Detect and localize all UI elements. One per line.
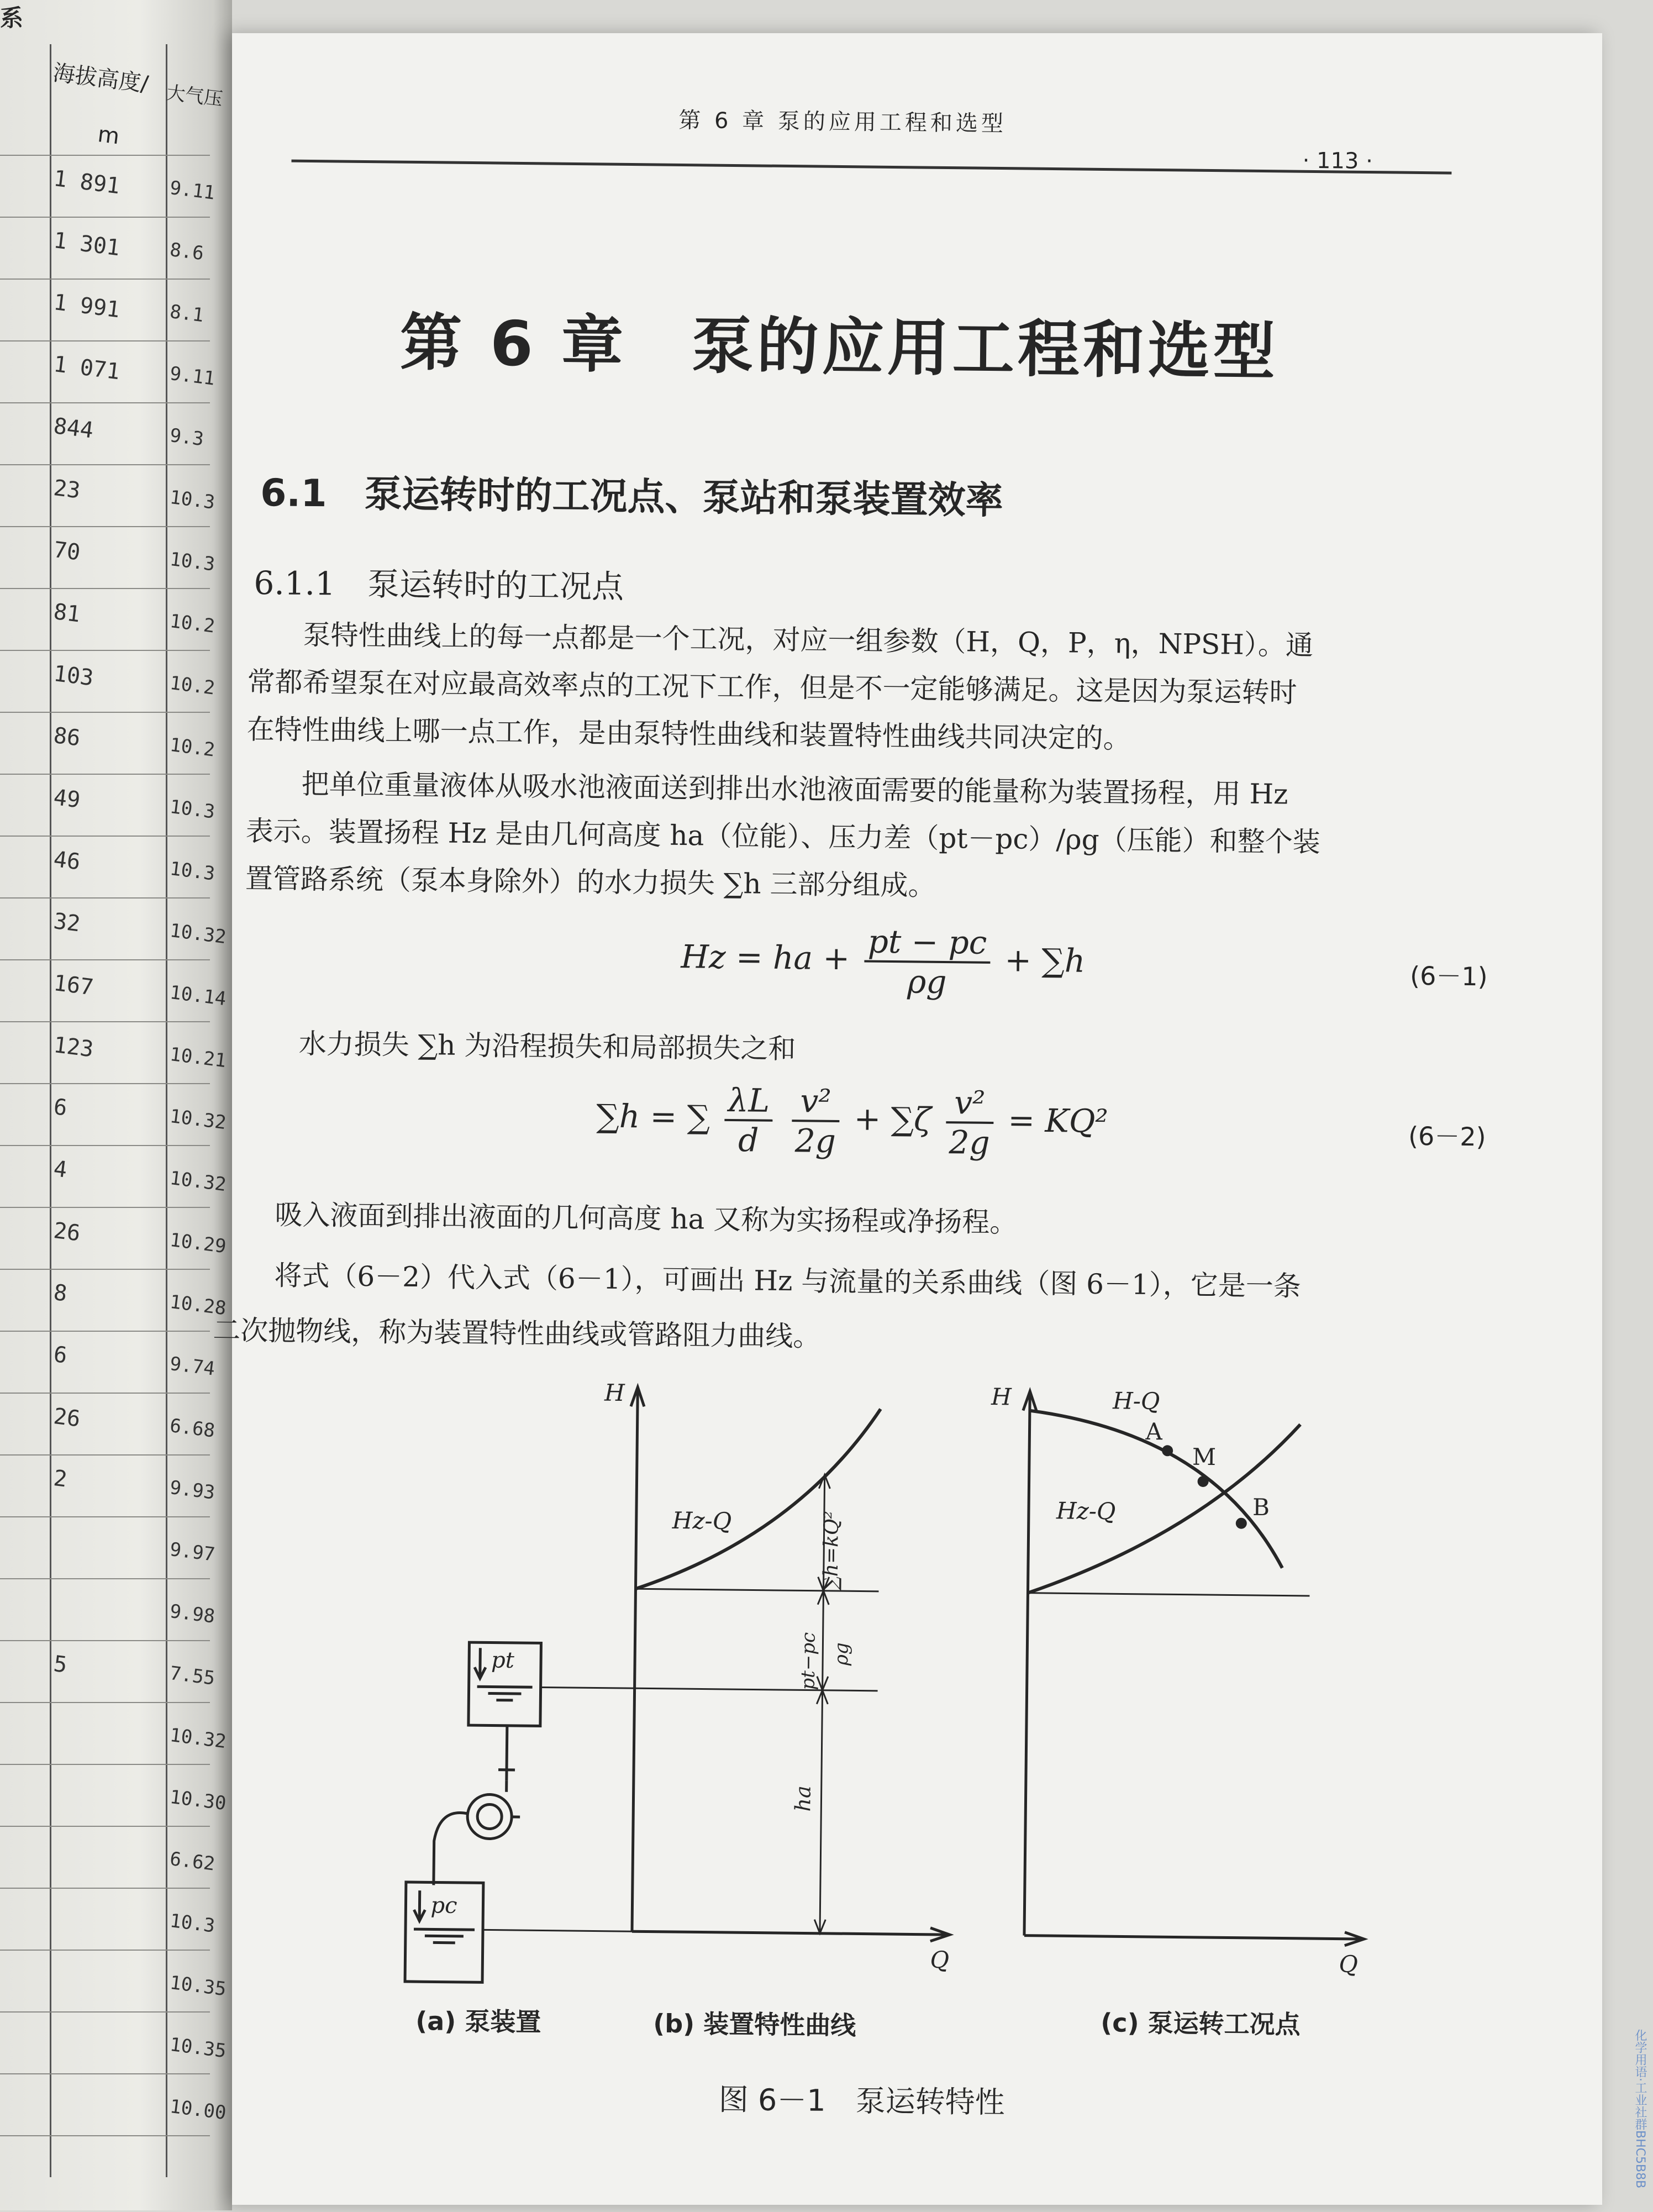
table-header-pressure: 大气压 xyxy=(165,77,224,111)
table-row xyxy=(0,1764,210,1765)
left-page-header: 系 xyxy=(0,0,23,33)
pump-casing xyxy=(467,1794,512,1839)
table-cell-altitude: 1 301 xyxy=(52,228,121,261)
table-row xyxy=(0,2011,210,2013)
fig-c-q-axis xyxy=(1024,1936,1361,1939)
lower-tank-water-line xyxy=(414,1929,475,1930)
table-header-altitude: 海拔高度/ xyxy=(51,55,150,98)
discharge-level-line xyxy=(541,1687,878,1690)
point-a-label: A xyxy=(1145,1418,1163,1445)
eq2-fraction-3 xyxy=(945,1084,993,1162)
equation-6-1-number: (6－1) xyxy=(1410,956,1488,993)
upper-tank-pressure-label: pt xyxy=(491,1648,515,1673)
table-cell-altitude: 46 xyxy=(52,847,81,875)
paragraph-2-line-2: 表示。装置扬程 Hz 是由几何高度 ha（位能）、压力差（pt－pc）/ρg（压能）和整个装 xyxy=(245,809,1320,860)
table-row xyxy=(0,588,210,589)
eq2-numerator-3: v² xyxy=(946,1084,994,1124)
caption-c: (c) 泵运转工况点 xyxy=(1101,2003,1301,2041)
upper-tank-water-line xyxy=(477,1686,533,1687)
point-m-label: M xyxy=(1192,1443,1217,1470)
table-cell-altitude: 49 xyxy=(52,785,81,813)
caption-a: (a) 泵装置 xyxy=(415,2001,541,2038)
fig-b-ha-label: ha xyxy=(791,1785,815,1812)
table-cell-pressure: 10.32 xyxy=(169,1167,227,1196)
equation-6-2 xyxy=(596,1080,1109,1163)
left-facing-page xyxy=(0,0,232,2210)
fig-c-q-label: Q xyxy=(1339,1951,1358,1978)
table-cell-pressure: 10.32 xyxy=(169,1105,227,1134)
table-row xyxy=(0,464,210,465)
eq2-denominator-1: d xyxy=(724,1121,773,1159)
table-cell-pressure: 10.30 xyxy=(169,1786,227,1815)
section-title: 6.1 泵运转时的工况点、泵站和泵装置效率 xyxy=(260,463,1003,524)
fig-b-h-axis xyxy=(632,1390,638,1931)
eq2-denominator-2: 2g xyxy=(791,1122,839,1160)
table-cell-altitude: 167 xyxy=(52,970,94,1000)
table-cell-altitude: 103 xyxy=(52,661,94,691)
table-row xyxy=(0,1950,210,1951)
table-cell-pressure: 10.3 xyxy=(169,796,216,823)
table-cell-pressure: 10.14 xyxy=(169,981,227,1010)
table-cell-altitude: 32 xyxy=(52,908,81,937)
table-cell-pressure: 6.68 xyxy=(169,1415,216,1442)
eq2-part-a: ∑h = ∑ xyxy=(596,1097,710,1136)
table-cell-altitude: 6 xyxy=(52,1342,69,1369)
fig-b-friction-label: ∑h=kQ² xyxy=(819,1511,843,1591)
eq2-part-b: + ∑ζ xyxy=(854,1100,931,1138)
table-row xyxy=(0,1888,210,1889)
table-cell-pressure: 10.3 xyxy=(169,548,216,576)
fig-b-q-label: Q xyxy=(930,1946,949,1973)
table-cell-pressure: 9.97 xyxy=(169,1538,216,1566)
table-cell-pressure: 10.21 xyxy=(169,1043,227,1072)
paragraph-1-line-2: 常都希望泵在对应最高效率点的工况下工作，但是不一定能够满足。这是因为泵运转时 xyxy=(247,660,1297,711)
table-row xyxy=(0,774,210,775)
table-cell-pressure: 10.28 xyxy=(169,1291,227,1320)
table-cell-pressure: 9.11 xyxy=(169,177,216,204)
table-row xyxy=(0,1640,210,1641)
table-cell-pressure: 10.32 xyxy=(169,1724,227,1753)
header-rule xyxy=(291,160,1451,175)
table-row xyxy=(0,217,210,218)
eq2-fraction-1 xyxy=(724,1081,773,1159)
table-row xyxy=(0,1145,210,1146)
paragraph-1-line-1: 泵特性曲线上的每一点都是一个工况，对应一组参数（H，Q，P，η，NPSH）。通 xyxy=(303,613,1313,663)
table-cell-pressure: 10.35 xyxy=(169,1972,227,2000)
fig-b-curve-label: Hz-Q xyxy=(672,1507,732,1535)
point-b-marker xyxy=(1236,1518,1247,1529)
table-cell-pressure: 9.11 xyxy=(169,362,216,390)
fig-b-h-label: H xyxy=(604,1379,626,1406)
figure-6-1 xyxy=(211,1352,1588,2074)
fig-c-h-label: H xyxy=(991,1383,1013,1410)
table-row xyxy=(0,1826,210,1827)
page-content xyxy=(209,26,1602,2212)
table-cell-pressure: 9.74 xyxy=(169,1353,216,1380)
fig-b-pressure-den: ρg xyxy=(830,1642,852,1666)
lower-pressure-arrow xyxy=(419,1890,420,1918)
table-column-line xyxy=(50,44,51,2177)
paragraph-1-line-3: 在特性曲线上哪一点工作，是由泵特性曲线和装置特性曲线共同决定的。 xyxy=(246,707,1131,756)
table-cell-altitude: 81 xyxy=(52,599,81,628)
table-cell-altitude: 70 xyxy=(52,537,81,566)
upper-pressure-arrow xyxy=(480,1648,481,1675)
fig-b-system-curve xyxy=(635,1406,880,1591)
table-cell-pressure: 10.3 xyxy=(169,858,216,885)
table-row xyxy=(0,1393,210,1394)
paragraph-4: 吸入液面到排出液面的几何高度 ha 又称为实扬程或净扬程。 xyxy=(275,1192,1017,1240)
eq2-numerator-2: v² xyxy=(792,1082,840,1122)
fig-b-pressure-num: pt−pc xyxy=(797,1632,820,1690)
eq2-part-c: = KQ² xyxy=(1008,1101,1108,1140)
chapter-title: 第 6 章 泵的应用工程和选型 xyxy=(399,293,1279,392)
paragraph-2-line-1: 把单位重量液体从吸水池液面送到排出水池液面需要的能量称为装置扬程，用 Hz xyxy=(301,762,1288,812)
table-cell-pressure: 10.2 xyxy=(169,672,216,700)
table-cell-pressure: 6.62 xyxy=(169,1848,216,1875)
table-row xyxy=(0,1021,210,1022)
eq1-numerator: pt − pc xyxy=(864,923,990,964)
table-cell-pressure: 9.93 xyxy=(169,1477,216,1504)
table-cell-pressure: 9.3 xyxy=(169,424,205,450)
eq2-denominator-3: 2g xyxy=(945,1123,993,1162)
table-row xyxy=(0,340,210,341)
table-cell-altitude: 26 xyxy=(52,1404,81,1432)
table-row xyxy=(0,279,210,280)
table-cell-pressure: 8.6 xyxy=(169,239,205,265)
page-number: · 113 · xyxy=(1302,148,1373,174)
book-page xyxy=(232,33,1602,2205)
eq2-numerator-1: λL xyxy=(724,1081,773,1122)
table-row xyxy=(0,1578,210,1579)
table-cell-altitude: 123 xyxy=(52,1032,94,1062)
table-cell-altitude: 5 xyxy=(52,1651,69,1678)
table-row xyxy=(0,897,210,899)
table-row xyxy=(0,155,210,156)
table-cell-pressure: 10.2 xyxy=(169,610,216,638)
table-column-line xyxy=(166,44,167,2177)
table-row xyxy=(0,1269,210,1270)
table-cell-altitude: 6 xyxy=(52,1094,69,1121)
table-cell-pressure: 9.98 xyxy=(169,1600,216,1628)
eq1-lhs: Hz = ha + xyxy=(681,938,850,977)
table-cell-pressure: 7.55 xyxy=(169,1662,216,1690)
table-cell-altitude: 1 991 xyxy=(52,290,121,323)
figure-title: 图 6－1 泵运转特性 xyxy=(718,2076,1005,2121)
subsection-title: 6.1.1 泵运转时的工况点 xyxy=(254,557,624,607)
equation-6-2-number: (6－2) xyxy=(1408,1116,1486,1153)
eq2-fraction-2 xyxy=(791,1082,839,1160)
table-cell-altitude: 1 891 xyxy=(52,166,121,199)
watermark: 化学用语·工业社群BHC5B8B xyxy=(1631,2029,1649,2188)
table-row xyxy=(0,712,210,713)
table-cell-altitude: 23 xyxy=(52,475,81,504)
fig-c-system-curve-label: Hz-Q xyxy=(1056,1497,1116,1525)
point-b-label: B xyxy=(1252,1494,1270,1521)
eq1-fraction xyxy=(864,923,991,1001)
caption-b: (b) 装置特性曲线 xyxy=(653,2004,856,2042)
table-row xyxy=(0,1702,210,1703)
table-cell-altitude: 8 xyxy=(52,1280,69,1307)
eq1-denominator: ρg xyxy=(864,963,990,1001)
eq1-rhs: + ∑h xyxy=(1004,941,1086,980)
table-cell-pressure: 10.35 xyxy=(169,2034,227,2062)
running-head: 第 6 章 泵的应用工程和选型 xyxy=(678,103,1007,138)
table-cell-pressure: 10.29 xyxy=(169,1229,227,1258)
table-cell-altitude: 26 xyxy=(52,1218,81,1247)
table-cell-altitude: 844 xyxy=(52,413,94,443)
suction-pipe xyxy=(434,1812,467,1885)
paragraph-5-line-1: 将式（6－2）代入式（6－1），可画出 Hz 与流量的关系曲线（图 6－1），它是一条 xyxy=(274,1253,1301,1304)
table-row xyxy=(0,1454,210,1456)
table-cell-altitude: 1 071 xyxy=(52,351,121,385)
lower-tank-pressure-label: pc xyxy=(430,1893,457,1919)
paragraph-5-line-2: 二次抛物线，称为装置特性曲线或管路阻力曲线。 xyxy=(213,1308,821,1354)
table-row xyxy=(0,1207,210,1208)
table-cell-pressure: 10.3 xyxy=(169,1910,216,1937)
table-row xyxy=(0,402,210,403)
table-cell-pressure: 10.32 xyxy=(169,920,227,948)
table-cell-altitude: 2 xyxy=(52,1465,69,1493)
table-cell-pressure: 10.2 xyxy=(169,734,216,761)
paragraph-2-line-3: 置管路系统（泵本身除外）的水力损失 ∑h 三部分组成。 xyxy=(245,857,936,903)
table-row xyxy=(0,836,210,837)
table-cell-altitude: 86 xyxy=(52,723,81,752)
table-row xyxy=(0,526,210,527)
equation-6-1 xyxy=(681,921,1086,1002)
table-cell-pressure: 8.1 xyxy=(169,301,205,327)
table-row xyxy=(0,1083,210,1084)
table-header-altitude-unit: m xyxy=(96,122,120,149)
fig-b-q-axis xyxy=(632,1931,947,1935)
table-row xyxy=(0,1516,210,1517)
fig-c-pump-curve-label: H-Q xyxy=(1112,1387,1160,1415)
table-cell-pressure: 10.3 xyxy=(169,486,216,514)
fig-c-h-axis xyxy=(1024,1394,1030,1936)
table-cell-altitude: 4 xyxy=(52,1156,69,1183)
table-row xyxy=(0,959,210,960)
table-row xyxy=(0,2135,210,2136)
table-row xyxy=(0,1331,210,1332)
table-row xyxy=(0,650,210,651)
fig-c-static-line xyxy=(1028,1593,1309,1596)
table-cell-pressure: 10.00 xyxy=(169,2095,227,2124)
paragraph-3: 水力损失 ∑h 为沿程损失和局部损失之和 xyxy=(298,1022,796,1066)
table-row xyxy=(0,2073,210,2074)
